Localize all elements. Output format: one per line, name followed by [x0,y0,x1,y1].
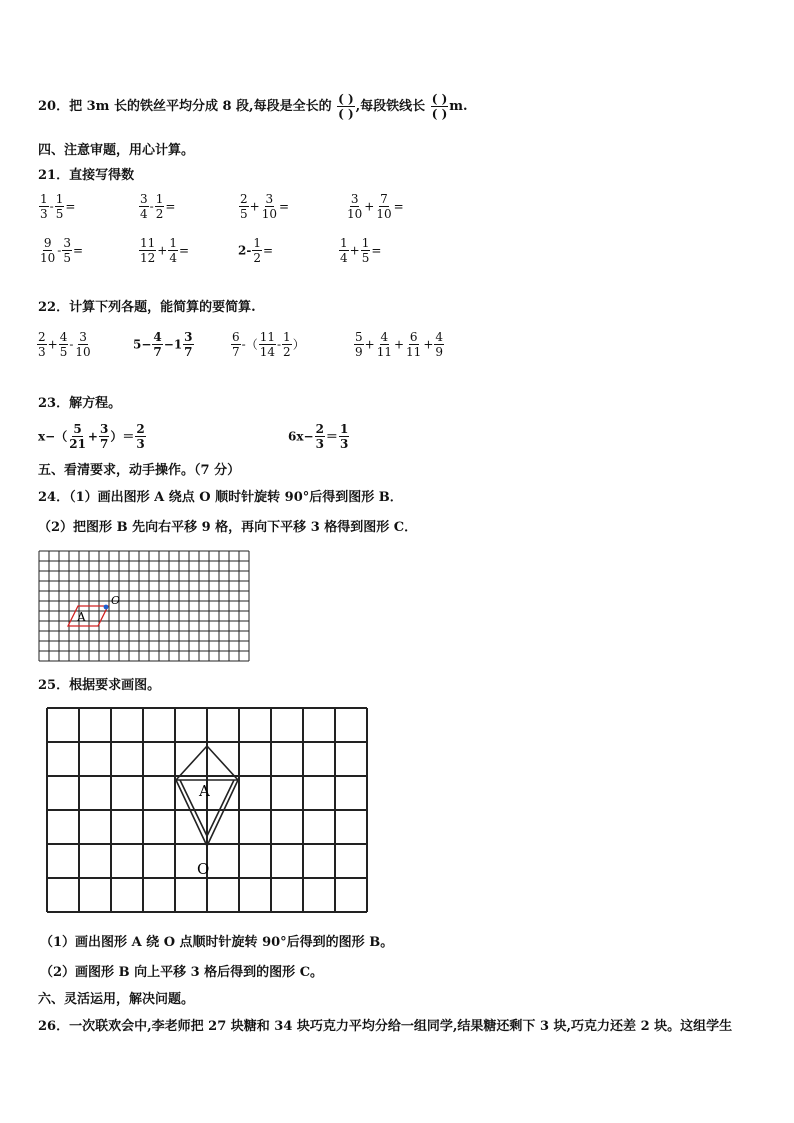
question-25-title: 25．根据要求画图。 [38,678,161,693]
q21-item: $\frac{3}{10}$ + $\frac{7}{10}$ = [347,192,404,221]
q25-grid-figure[interactable] [45,706,370,916]
q21-item: $\frac{1}{4}$ + $\frac{1}{5}$ = [340,236,382,265]
q21-item: $\frac{2}{5}$ + $\frac{3}{10}$ = [240,192,290,221]
q22-expr-1: $\frac{2}{3}$ + $\frac{4}{5}$ - $\frac{3}{10}$ [38,330,91,359]
question-24-line-2: （2）把图形 B 先向右平移 9 格，再向下平移 3 格得到图形 C． [38,520,418,535]
label-a: A [199,782,210,800]
q22-expr-4: $\frac{5}{9}$ + $\frac{4}{11}$ + $\frac{6}{11}$ + $\frac{4}{9}$ [355,330,444,359]
point-o [104,605,109,610]
q20-text-b: ,每段铁线长 [355,99,426,114]
question-25-line-2: （2）画图形 B 向上平移 3 格后得到的图形 C。 [40,965,324,980]
question-25-line-1: （1）画出图形 A 绕 O 点顺时针旋转 90°后得到的图形 B。 [40,935,394,950]
section-4-title: 四、注意审题，用心计算。 [38,143,195,158]
question-22-title: 22．计算下列各题，能简算的要简算. [38,300,256,315]
q23-equation-1: x−（ $\frac{5}{21}$ + $\frac{3}{7}$ ）＝ $\frac{2}{3}$ [38,422,145,451]
q20-blank-fraction-2[interactable]: $\frac{( )}{( )}$ [431,92,448,121]
q20-text-a: 20．把 3m 长的铁丝平均分成 8 段,每段是全长的 [38,99,332,114]
section-5-title: 五、看清要求，动手操作。（7 分） [38,463,241,478]
question-21-title: 21．直接写得数 [38,168,135,183]
q23-equation-2: 6x− $\frac{2}{3}$ ＝ $\frac{1}{3}$ [288,422,349,451]
q24-grid-figure[interactable] [38,550,254,662]
q20-unit: m. [449,99,468,114]
q21-item: $\frac{9}{10}$ - $\frac{3}{5}$ = [40,236,84,265]
label-o: O [111,594,121,607]
question-20 [38,92,468,121]
q22-expr-2: 5− $\frac{4}{7}$ −1 $\frac{3}{7}$ [133,330,193,359]
q20-blank-fraction-1[interactable]: $\frac{( )}{( )}$ [338,92,354,121]
q21-item: $\frac{1}{3}$ - $\frac{1}{5}$ = [40,192,76,221]
question-23-title: 23．解方程。 [38,396,122,411]
q21-item: $\frac{11}{12}$ + $\frac{1}{4}$ = [140,236,190,265]
q21-item: 2- $\frac{1}{2}$ = [238,236,274,265]
shape-a-parallelogram [68,606,108,626]
section-6-title: 六、灵活运用，解决问题。 [38,992,195,1007]
question-24-line-1: 24．（1）画出图形 A 绕点 O 顺时针旋转 90°后得到图形 B． [38,490,403,505]
q22-expr-3: $\frac{6}{7}$ -（ $\frac{11}{14}$ - $\frac{1}{2}$ ） [232,330,305,359]
label-o: O [197,860,210,878]
question-26-text: 26．一次联欢会中,李老师把 27 块糖和 34 块巧克力平均分给一组同学,结果糖还剩下 3 块,巧克力还差 2 块。这组学生 [38,1019,733,1034]
label-a: A [77,610,86,624]
q21-item: $\frac{3}{4}$ - $\frac{1}{2}$ = [140,192,176,221]
